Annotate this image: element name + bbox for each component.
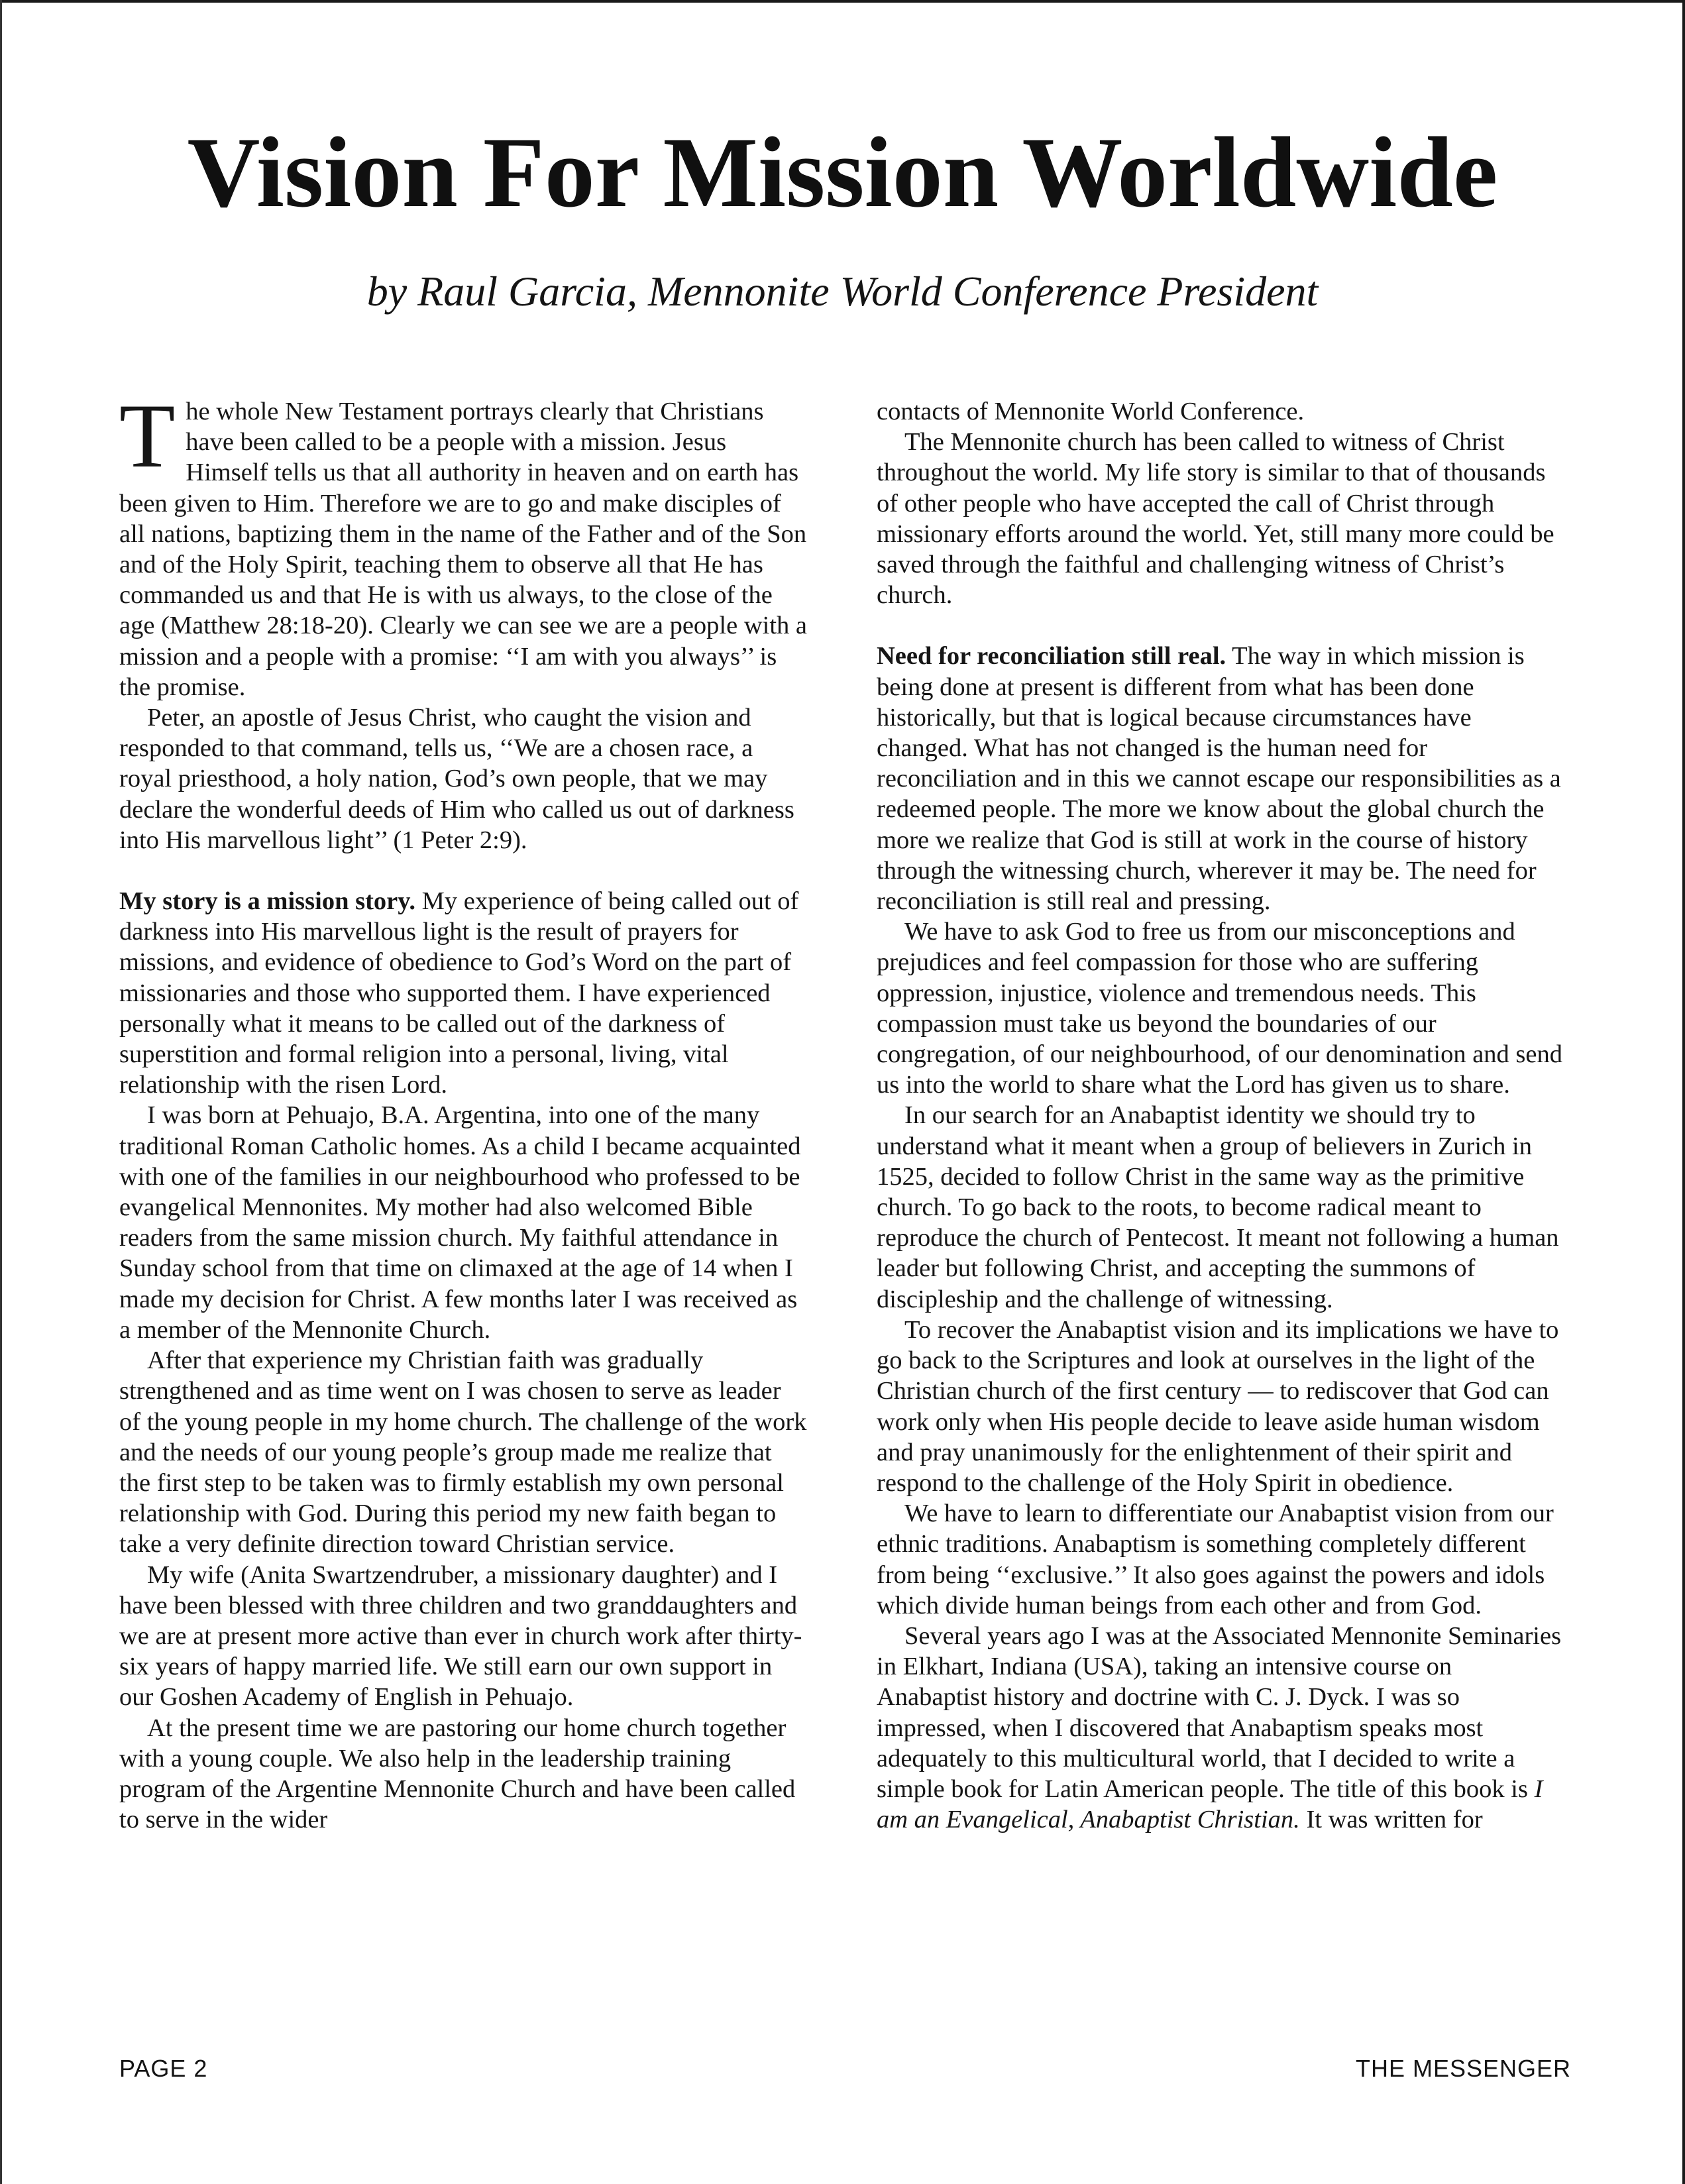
paragraph-text: It was written for — [1299, 1806, 1483, 1834]
page-border-right — [1682, 0, 1685, 2184]
paragraph: I was born at Pehuajo, B.A. Argentina, into one of the many traditional Roman Catholic homes. As a child I became acquainted with one of the families in our neighbourhood who professed to be evangelical Mennonites. My mother had also welcomed Bible readers from the same mission church. My faithful attendance in Sunday school from that time on climaxed at the age of 14 when I made my decision for Christ. A few months later I was received as a member of the Mennonite Church. — [119, 1101, 801, 1344]
section-heading: My story is a mission story. — [119, 887, 416, 916]
paragraph-text: he whole New Testament portrays clearly that Christians have been called to be a people with a mission. Jesus Himself tells us that all authority in heaven and on earth has been given to Him. Therefore we are to go and make disciples of all nations, baptizing them in the name of the Father and of the Son and of the Holy Spirit, teaching them to observe all that He has commanded us and that He is with us always, to the close of the age (Matthew 28:18-20). Clearly we can see we are a people with a mission and a people with a promise: ‘‘I am with you always’’ is the promise. — [119, 398, 807, 701]
right-column — [877, 396, 1566, 1835]
paragraph: The Mennonite church has been called to witness of Christ throughout the world. My life story is similar to that of thousands of other people who have accepted the call of Christ through missionary efforts around the world. Yet, still many more could be saved through the faithful and challenging witness of Christ’s church. — [877, 428, 1554, 610]
paragraph: After that experience my Christian faith was gradually strengthened and as time went on I was chosen to serve as leader of the young people in my home church. The challenge of the work and the needs of our young people’s group made me realize that the first step to be taken was to firmly establish my own personal relationship with God. During this period my new faith began to take a very definite direction toward Christian service. — [119, 1346, 807, 1558]
paragraph: We have to learn to differentiate our Anabaptist vision from our ethnic traditions. Anabaptism is something completely different from being ‘‘exclusive.’’ It also goes against the powers and idols which divide human beings from each other and from God. — [877, 1500, 1554, 1619]
paragraph: contacts of Mennonite World Conference. — [877, 398, 1305, 425]
paragraph: Peter, an apostle of Jesus Christ, who caught the vision and responded to that command, tells us, ‘‘We are a chosen race, a royal priesthood, a holy nation, God’s own people, that we may declare the wonderful deeds of Him who called us out of darkness into His marvellous light’’ (1 Peter 2:9). — [119, 704, 794, 854]
page-border-left — [0, 0, 2, 2184]
paragraph — [877, 641, 1566, 916]
paragraph: In our search for an Anabaptist identity we should try to understand what it meant when a group of believers in Zurich in 1525, decided to follow Christ in the same way as the primitive church. To go back to the roots, to become radical meant to reproduce the church of Pentecost. It meant not following a human leader but following Christ, and accepting the summons of discipleship and the challenge of witnessing. — [877, 1101, 1559, 1313]
article-byline: by Raul Garcia, Mennonite World Conference President — [366, 268, 1319, 315]
book-title: I am an Evangelical, Anabaptist Christian. — [877, 1774, 1543, 1834]
paragraph — [119, 886, 808, 1100]
paragraph: We have to ask God to free us from our misconceptions and prejudices and feel compassion for those who are suffering oppression, injustice, violence and tremendous needs. This compassion must take us beyond the boundaries of our congregation, of our neighbourhood, of our denomination and send us into the world to share what the Lord has given us to share. — [877, 918, 1562, 1099]
paragraph-text: Several years ago I was at the Associated Mennonite Seminaries in Elkhart, Indiana (USA), taking an intensive course on Anabaptist history and doctrine with C. J. Dyck. I was so impressed, when I discovered that Anabaptism speaks most adequately to this multicultural world, that I decided to write a simple book for Latin American people. The title of this book is — [877, 1621, 1562, 1803]
drop-cap: T — [119, 385, 176, 486]
paragraph-text: The way in which mission is being done at present is different from what has been done historically, but that is logical because circumstances have changed. What has not changed is the human need for reconciliation and in this we cannot escape our responsibilities as a redeemed people. The more we know about the global church the more we realize that God is still at work in the course of history through the witnessing church, wherever it may be. The need for reconciliation is still real and pressing. — [877, 642, 1561, 916]
paragraph: At the present time we are pastoring our home church together with a young couple. We also help in the leadership training program of the Argentine Mennonite Church and have been called to serve in the wider — [119, 1714, 796, 1834]
paragraph-text: My experience of being called out of darkness into His marvellous light is the result of prayers for missions, and evidence of obedience to God’s Word on the part of missionaries and those who supported them. I have experienced personally what it means to be called out of the darkness of superstition and formal religion into a personal, living, vital relationship with the risen Lord. — [119, 887, 799, 1099]
paragraph — [877, 1621, 1566, 1835]
publication-name: THE MESSENGER — [1355, 2055, 1571, 2082]
page-number: PAGE 2 — [119, 2055, 208, 2082]
paragraph: My wife (Anita Swartzendruber, a missionary daughter) and I have been blessed with three children and two granddaughters and we are at present more active than ever in church work after thirty-six years of happy married life. We still earn our own support in our Goshen Academy of English in Pehuajo. — [119, 1560, 802, 1712]
section-heading: Need for reconciliation still real. — [877, 642, 1226, 671]
page-border-top — [0, 0, 1685, 3]
paragraph: To recover the Anabaptist vision and its implications we have to go back to the Scriptures and look at ourselves in the light of the Christian church of the first century — to rediscover that God can work only when His people decide to leave aside human wisdom and pray unanimously for the enlightenment of their spirit and respond to the challenge of the Holy Spirit in obedience. — [877, 1315, 1559, 1497]
left-column — [119, 385, 808, 1835]
paragraph — [119, 385, 808, 702]
article-title: Vision For Mission Worldwide — [187, 117, 1498, 228]
